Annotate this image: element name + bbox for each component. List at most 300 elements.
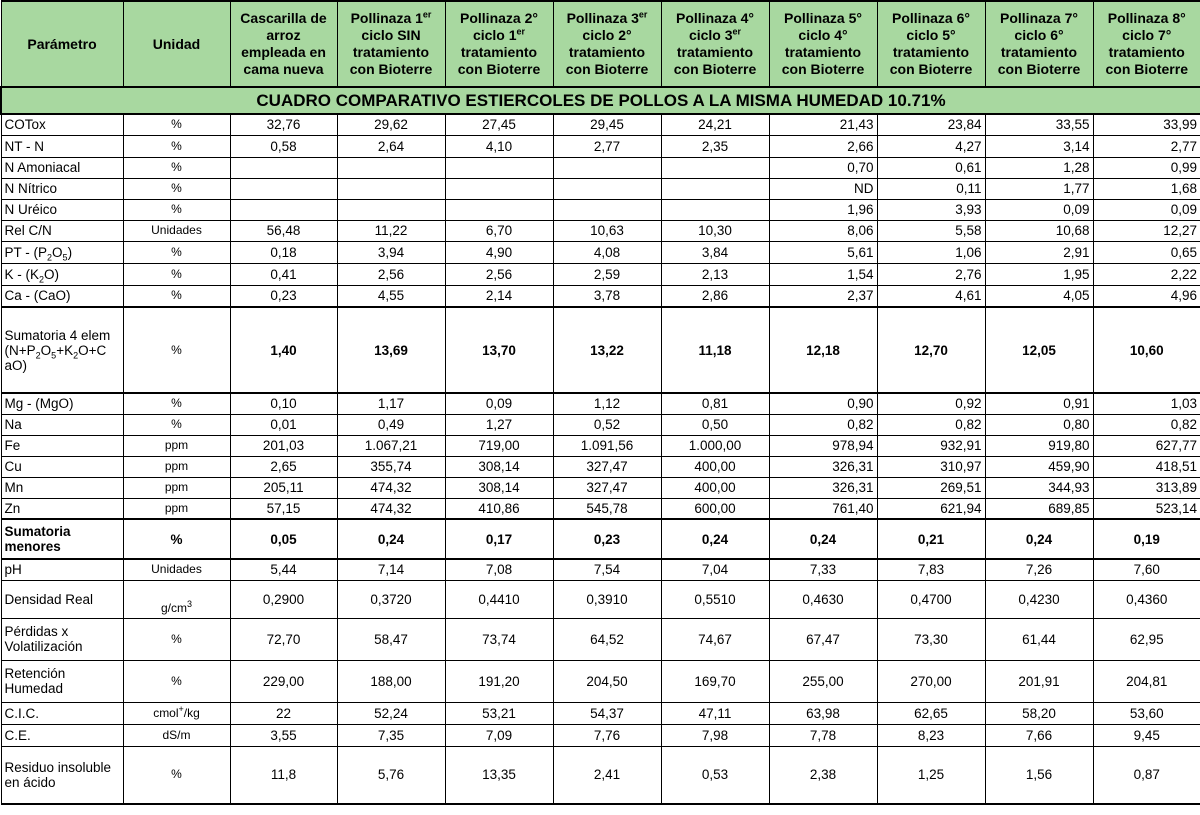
value-cell: 270,00 <box>877 660 985 702</box>
row-cic <box>1 702 1200 724</box>
value-cell: 474,32 <box>337 498 445 519</box>
row-unit: % <box>123 285 230 307</box>
value-cell: 4,05 <box>985 285 1093 307</box>
value-cell: 0,61 <box>877 157 985 178</box>
value-cell: 3,93 <box>877 199 985 220</box>
row-na <box>1 414 1200 435</box>
row-label: N Uréico <box>1 199 123 220</box>
value-cell: 4,96 <box>1093 285 1200 307</box>
value-cell: 2,41 <box>553 746 661 804</box>
value-cell: 63,98 <box>769 702 877 724</box>
value-cell: 0,10 <box>230 393 337 414</box>
value-cell: 3,84 <box>661 241 769 263</box>
row-label: Sumatoria menores <box>1 519 123 559</box>
value-cell: 7,66 <box>985 724 1093 746</box>
value-cell: 4,27 <box>877 135 985 157</box>
value-cell: 12,05 <box>985 307 1093 393</box>
value-cell: 545,78 <box>553 498 661 519</box>
value-cell: 0,24 <box>661 519 769 559</box>
value-cell: 23,84 <box>877 114 985 135</box>
row-k <box>1 263 1200 285</box>
header-pollinaza-4: Pollinaza 4° ciclo 3er tratamiento con Bioterre <box>661 1 769 87</box>
value-cell: 27,45 <box>445 114 553 135</box>
value-cell <box>553 157 661 178</box>
value-cell: 62,95 <box>1093 618 1200 660</box>
value-cell: 7,14 <box>337 559 445 580</box>
value-cell: 11,18 <box>661 307 769 393</box>
value-cell: 0,23 <box>553 519 661 559</box>
value-cell: 410,86 <box>445 498 553 519</box>
value-cell: 57,15 <box>230 498 337 519</box>
value-cell: 919,80 <box>985 435 1093 456</box>
value-cell: 0,18 <box>230 241 337 263</box>
value-cell: 0,99 <box>1093 157 1200 178</box>
row-label: Retención Humedad <box>1 660 123 702</box>
row-cotox <box>1 114 1200 135</box>
row-unit: % <box>123 178 230 199</box>
value-cell: 459,90 <box>985 456 1093 477</box>
value-cell: 310,97 <box>877 456 985 477</box>
value-cell: 2,65 <box>230 456 337 477</box>
row-unit: Unidades <box>123 559 230 580</box>
value-cell: 2,91 <box>985 241 1093 263</box>
value-cell: 1.000,00 <box>661 435 769 456</box>
header-pollinaza-6: Pollinaza 6° ciclo 5° tratamiento con Bioterre <box>877 1 985 87</box>
value-cell: 7,26 <box>985 559 1093 580</box>
value-cell: 7,83 <box>877 559 985 580</box>
row-label: Rel C/N <box>1 220 123 241</box>
value-cell: 4,55 <box>337 285 445 307</box>
value-cell: 12,27 <box>1093 220 1200 241</box>
value-cell <box>661 157 769 178</box>
row-label: COTox <box>1 114 123 135</box>
value-cell: 21,43 <box>769 114 877 135</box>
value-cell: 1,28 <box>985 157 1093 178</box>
value-cell: 10,63 <box>553 220 661 241</box>
value-cell: 47,11 <box>661 702 769 724</box>
header-unidad: Unidad <box>123 1 230 87</box>
value-cell: 474,32 <box>337 477 445 498</box>
row-n-amoniacal <box>1 157 1200 178</box>
row-unit: % <box>123 307 230 393</box>
value-cell: 5,61 <box>769 241 877 263</box>
table-title: CUADRO COMPARATIVO ESTIERCOLES DE POLLOS A LA MISMA HUMEDAD 10.71% <box>1 87 1200 114</box>
row-unit: % <box>123 157 230 178</box>
value-cell: 2,76 <box>877 263 985 285</box>
value-cell: 2,66 <box>769 135 877 157</box>
value-cell: 201,03 <box>230 435 337 456</box>
header-row <box>1 1 1200 87</box>
row-retencion <box>1 660 1200 702</box>
value-cell: 0,2900 <box>230 580 337 618</box>
value-cell: 0,3910 <box>553 580 661 618</box>
value-cell: 33,55 <box>985 114 1093 135</box>
row-ph <box>1 559 1200 580</box>
row-residuo <box>1 746 1200 804</box>
value-cell <box>337 157 445 178</box>
value-cell: 169,70 <box>661 660 769 702</box>
value-cell: 74,67 <box>661 618 769 660</box>
value-cell: 355,74 <box>337 456 445 477</box>
value-cell: 73,74 <box>445 618 553 660</box>
value-cell: 7,08 <box>445 559 553 580</box>
value-cell: 0,05 <box>230 519 337 559</box>
value-cell: 0,24 <box>337 519 445 559</box>
value-cell: 313,89 <box>1093 477 1200 498</box>
value-cell: 7,76 <box>553 724 661 746</box>
row-unit: % <box>123 618 230 660</box>
value-cell: 3,78 <box>553 285 661 307</box>
value-cell: 2,13 <box>661 263 769 285</box>
value-cell: 6,70 <box>445 220 553 241</box>
value-cell <box>230 157 337 178</box>
value-cell: 2,22 <box>1093 263 1200 285</box>
value-cell: 4,10 <box>445 135 553 157</box>
value-cell: 0,82 <box>769 414 877 435</box>
value-cell: 0,4630 <box>769 580 877 618</box>
row-unit: ppm <box>123 477 230 498</box>
value-cell: 1,12 <box>553 393 661 414</box>
value-cell: 0,80 <box>985 414 1093 435</box>
value-cell: 0,11 <box>877 178 985 199</box>
value-cell: 418,51 <box>1093 456 1200 477</box>
row-unit: % <box>123 660 230 702</box>
value-cell: 229,00 <box>230 660 337 702</box>
value-cell: 7,60 <box>1093 559 1200 580</box>
value-cell: 308,14 <box>445 456 553 477</box>
value-cell: 2,64 <box>337 135 445 157</box>
value-cell: 204,50 <box>553 660 661 702</box>
value-cell <box>230 199 337 220</box>
value-cell: 53,60 <box>1093 702 1200 724</box>
value-cell: 2,86 <box>661 285 769 307</box>
value-cell: 0,41 <box>230 263 337 285</box>
value-cell: 1.091,56 <box>553 435 661 456</box>
value-cell: 0,82 <box>877 414 985 435</box>
row-unit: % <box>123 519 230 559</box>
value-cell: 0,4360 <box>1093 580 1200 618</box>
row-label: NT - N <box>1 135 123 157</box>
row-label: Mg - (MgO) <box>1 393 123 414</box>
value-cell: 326,31 <box>769 456 877 477</box>
value-cell: 0,50 <box>661 414 769 435</box>
row-unit: ppm <box>123 498 230 519</box>
value-cell: 0,81 <box>661 393 769 414</box>
header-pollinaza-3: Pollinaza 3er ciclo 2° tratamiento con Bioterre <box>553 1 661 87</box>
value-cell: 8,23 <box>877 724 985 746</box>
row-label: Zn <box>1 498 123 519</box>
value-cell: 2,14 <box>445 285 553 307</box>
value-cell: 11,22 <box>337 220 445 241</box>
value-cell: 0,4230 <box>985 580 1093 618</box>
value-cell: 64,52 <box>553 618 661 660</box>
value-cell: 761,40 <box>769 498 877 519</box>
value-cell: 4,08 <box>553 241 661 263</box>
value-cell: 3,14 <box>985 135 1093 157</box>
row-label: C.E. <box>1 724 123 746</box>
row-unit: dS/m <box>123 724 230 746</box>
value-cell: 7,78 <box>769 724 877 746</box>
value-cell: 326,31 <box>769 477 877 498</box>
value-cell: 58,20 <box>985 702 1093 724</box>
value-cell: 10,60 <box>1093 307 1200 393</box>
value-cell: 2,56 <box>337 263 445 285</box>
row-label: K - $(K_2O)$ <box>1 263 123 285</box>
value-cell: 0,82 <box>1093 414 1200 435</box>
value-cell: 13,69 <box>337 307 445 393</box>
value-cell <box>337 178 445 199</box>
value-cell: 7,98 <box>661 724 769 746</box>
value-cell: 54,37 <box>553 702 661 724</box>
value-cell: 0,09 <box>445 393 553 414</box>
value-cell: ND <box>769 178 877 199</box>
value-cell: 67,47 <box>769 618 877 660</box>
row-perdidas <box>1 618 1200 660</box>
value-cell: 1,96 <box>769 199 877 220</box>
row-label: Cu <box>1 456 123 477</box>
value-cell: 1,25 <box>877 746 985 804</box>
value-cell: 73,30 <box>877 618 985 660</box>
value-cell: 33,99 <box>1093 114 1200 135</box>
value-cell: 0,3720 <box>337 580 445 618</box>
header-pollinaza-8: Pollinaza 8° ciclo 7° tratamiento con Bioterre <box>1093 1 1200 87</box>
value-cell: 0,4700 <box>877 580 985 618</box>
value-cell: 3,55 <box>230 724 337 746</box>
value-cell: 7,54 <box>553 559 661 580</box>
value-cell <box>661 178 769 199</box>
value-cell: 0,91 <box>985 393 1093 414</box>
value-cell: 255,00 <box>769 660 877 702</box>
value-cell: 7,04 <box>661 559 769 580</box>
row-densidad <box>1 580 1200 618</box>
value-cell: 627,77 <box>1093 435 1200 456</box>
value-cell <box>445 199 553 220</box>
value-cell: 72,70 <box>230 618 337 660</box>
value-cell: 344,93 <box>985 477 1093 498</box>
header-pollinaza-5: Pollinaza 5° ciclo 4° tratamiento con Bioterre <box>769 1 877 87</box>
value-cell: 1,27 <box>445 414 553 435</box>
value-cell: 0,5510 <box>661 580 769 618</box>
row-label: Densidad Real <box>1 580 123 618</box>
value-cell: 719,00 <box>445 435 553 456</box>
value-cell: 2,59 <box>553 263 661 285</box>
value-cell: 1,17 <box>337 393 445 414</box>
value-cell: 0,01 <box>230 414 337 435</box>
value-cell: 62,65 <box>877 702 985 724</box>
row-mn <box>1 477 1200 498</box>
value-cell: 5,44 <box>230 559 337 580</box>
value-cell: 0,58 <box>230 135 337 157</box>
value-cell: 58,47 <box>337 618 445 660</box>
header-parametro: Parámetro <box>1 1 123 87</box>
value-cell: 29,62 <box>337 114 445 135</box>
value-cell: 12,70 <box>877 307 985 393</box>
value-cell: 308,14 <box>445 477 553 498</box>
value-cell: 61,44 <box>985 618 1093 660</box>
value-cell: 0,65 <box>1093 241 1200 263</box>
value-cell: 24,21 <box>661 114 769 135</box>
value-cell: 205,11 <box>230 477 337 498</box>
value-cell: 0,4410 <box>445 580 553 618</box>
row-n-ureico <box>1 199 1200 220</box>
value-cell: 1,40 <box>230 307 337 393</box>
value-cell: 523,14 <box>1093 498 1200 519</box>
value-cell: 191,20 <box>445 660 553 702</box>
value-cell: 1,06 <box>877 241 985 263</box>
value-cell <box>445 178 553 199</box>
header-pollinaza-2: Pollinaza 2° ciclo 1er tratamiento con Bioterre <box>445 1 553 87</box>
row-unit: ppm <box>123 456 230 477</box>
value-cell: 0,53 <box>661 746 769 804</box>
value-cell: 12,18 <box>769 307 877 393</box>
value-cell: 1.067,21 <box>337 435 445 456</box>
value-cell: 0,24 <box>769 519 877 559</box>
row-unit: % <box>123 241 230 263</box>
value-cell: 13,22 <box>553 307 661 393</box>
row-unit: % <box>123 393 230 414</box>
value-cell: 2,56 <box>445 263 553 285</box>
value-cell: 0,17 <box>445 519 553 559</box>
row-label: C.I.C. <box>1 702 123 724</box>
value-cell: 56,48 <box>230 220 337 241</box>
value-cell: 29,45 <box>553 114 661 135</box>
value-cell: 8,06 <box>769 220 877 241</box>
value-cell: 978,94 <box>769 435 877 456</box>
value-cell: 1,95 <box>985 263 1093 285</box>
value-cell: 2,35 <box>661 135 769 157</box>
value-cell: 1,54 <box>769 263 877 285</box>
value-cell: 13,35 <box>445 746 553 804</box>
row-unit: ppm <box>123 435 230 456</box>
row-label: pH <box>1 559 123 580</box>
value-cell: 327,47 <box>553 477 661 498</box>
row-unit: cmol+/kg <box>123 702 230 724</box>
value-cell: 10,68 <box>985 220 1093 241</box>
value-cell: 10,30 <box>661 220 769 241</box>
value-cell: 7,09 <box>445 724 553 746</box>
value-cell: 7,35 <box>337 724 445 746</box>
value-cell: 53,21 <box>445 702 553 724</box>
value-cell: 2,77 <box>1093 135 1200 157</box>
value-cell: 0,49 <box>337 414 445 435</box>
row-label: Fe <box>1 435 123 456</box>
value-cell: 9,45 <box>1093 724 1200 746</box>
value-cell: 327,47 <box>553 456 661 477</box>
row-pt <box>1 241 1200 263</box>
row-unit: $g/cm^3$ <box>123 580 230 618</box>
value-cell: 400,00 <box>661 456 769 477</box>
value-cell: 4,90 <box>445 241 553 263</box>
value-cell: 52,24 <box>337 702 445 724</box>
value-cell: 1,03 <box>1093 393 1200 414</box>
value-cell: 1,68 <box>1093 178 1200 199</box>
value-cell: 0,23 <box>230 285 337 307</box>
value-cell: 5,76 <box>337 746 445 804</box>
row-unit: % <box>123 414 230 435</box>
value-cell: 2,38 <box>769 746 877 804</box>
value-cell: 0,09 <box>1093 199 1200 220</box>
row-sumatoria-4 <box>1 307 1200 393</box>
value-cell: 22 <box>230 702 337 724</box>
value-cell: 932,91 <box>877 435 985 456</box>
value-cell: 0,90 <box>769 393 877 414</box>
value-cell: 0,70 <box>769 157 877 178</box>
value-cell: 0,92 <box>877 393 985 414</box>
value-cell <box>230 178 337 199</box>
value-cell: 201,91 <box>985 660 1093 702</box>
value-cell: 1,77 <box>985 178 1093 199</box>
value-cell: 204,81 <box>1093 660 1200 702</box>
value-cell: 0,19 <box>1093 519 1200 559</box>
row-label: N Amoniacal <box>1 157 123 178</box>
value-cell <box>337 199 445 220</box>
value-cell: 400,00 <box>661 477 769 498</box>
row-label: Sumatoria 4 elem ($N+P_2O_5+K_2O+C$ aO) <box>1 307 123 393</box>
row-ce <box>1 724 1200 746</box>
value-cell: 5,58 <box>877 220 985 241</box>
row-rel-cn <box>1 220 1200 241</box>
row-unit: Unidades <box>123 220 230 241</box>
header-pollinaza-1: Pollinaza 1er ciclo SIN tratamiento con Bioterre <box>337 1 445 87</box>
row-zn <box>1 498 1200 519</box>
row-label: Residuo insoluble en ácido <box>1 746 123 804</box>
row-n-nitrico <box>1 178 1200 199</box>
value-cell: 621,94 <box>877 498 985 519</box>
row-mg <box>1 393 1200 414</box>
row-fe <box>1 435 1200 456</box>
row-label: Pérdidas x Volatilización <box>1 618 123 660</box>
value-cell: 7,33 <box>769 559 877 580</box>
value-cell: 11,8 <box>230 746 337 804</box>
row-unit: % <box>123 135 230 157</box>
header-cascarilla: Cascarilla de arroz empleada en cama nueva <box>230 1 337 87</box>
row-label: Mn <box>1 477 123 498</box>
value-cell: 0,21 <box>877 519 985 559</box>
value-cell: 0,52 <box>553 414 661 435</box>
value-cell: 13,70 <box>445 307 553 393</box>
value-cell: 0,87 <box>1093 746 1200 804</box>
row-unit: % <box>123 114 230 135</box>
row-unit: % <box>123 263 230 285</box>
value-cell: 0,24 <box>985 519 1093 559</box>
row-label: Na <box>1 414 123 435</box>
value-cell <box>445 157 553 178</box>
value-cell: 188,00 <box>337 660 445 702</box>
row-label: Ca - (CaO) <box>1 285 123 307</box>
row-ca <box>1 285 1200 307</box>
value-cell: 600,00 <box>661 498 769 519</box>
value-cell: 3,94 <box>337 241 445 263</box>
value-cell: 2,37 <box>769 285 877 307</box>
value-cell: 2,77 <box>553 135 661 157</box>
row-unit: % <box>123 199 230 220</box>
value-cell: 32,76 <box>230 114 337 135</box>
header-pollinaza-7: Pollinaza 7° ciclo 6° tratamiento con Bioterre <box>985 1 1093 87</box>
value-cell: 1,56 <box>985 746 1093 804</box>
value-cell: 0,09 <box>985 199 1093 220</box>
value-cell: 4,61 <box>877 285 985 307</box>
row-nt <box>1 135 1200 157</box>
row-label: N Nítrico <box>1 178 123 199</box>
value-cell: 269,51 <box>877 477 985 498</box>
value-cell <box>661 199 769 220</box>
value-cell <box>553 178 661 199</box>
value-cell: 689,85 <box>985 498 1093 519</box>
row-cu <box>1 456 1200 477</box>
row-sumatoria-menores <box>1 519 1200 559</box>
row-label: PT - $(P_2O_5)$ <box>1 241 123 263</box>
row-unit: % <box>123 746 230 804</box>
